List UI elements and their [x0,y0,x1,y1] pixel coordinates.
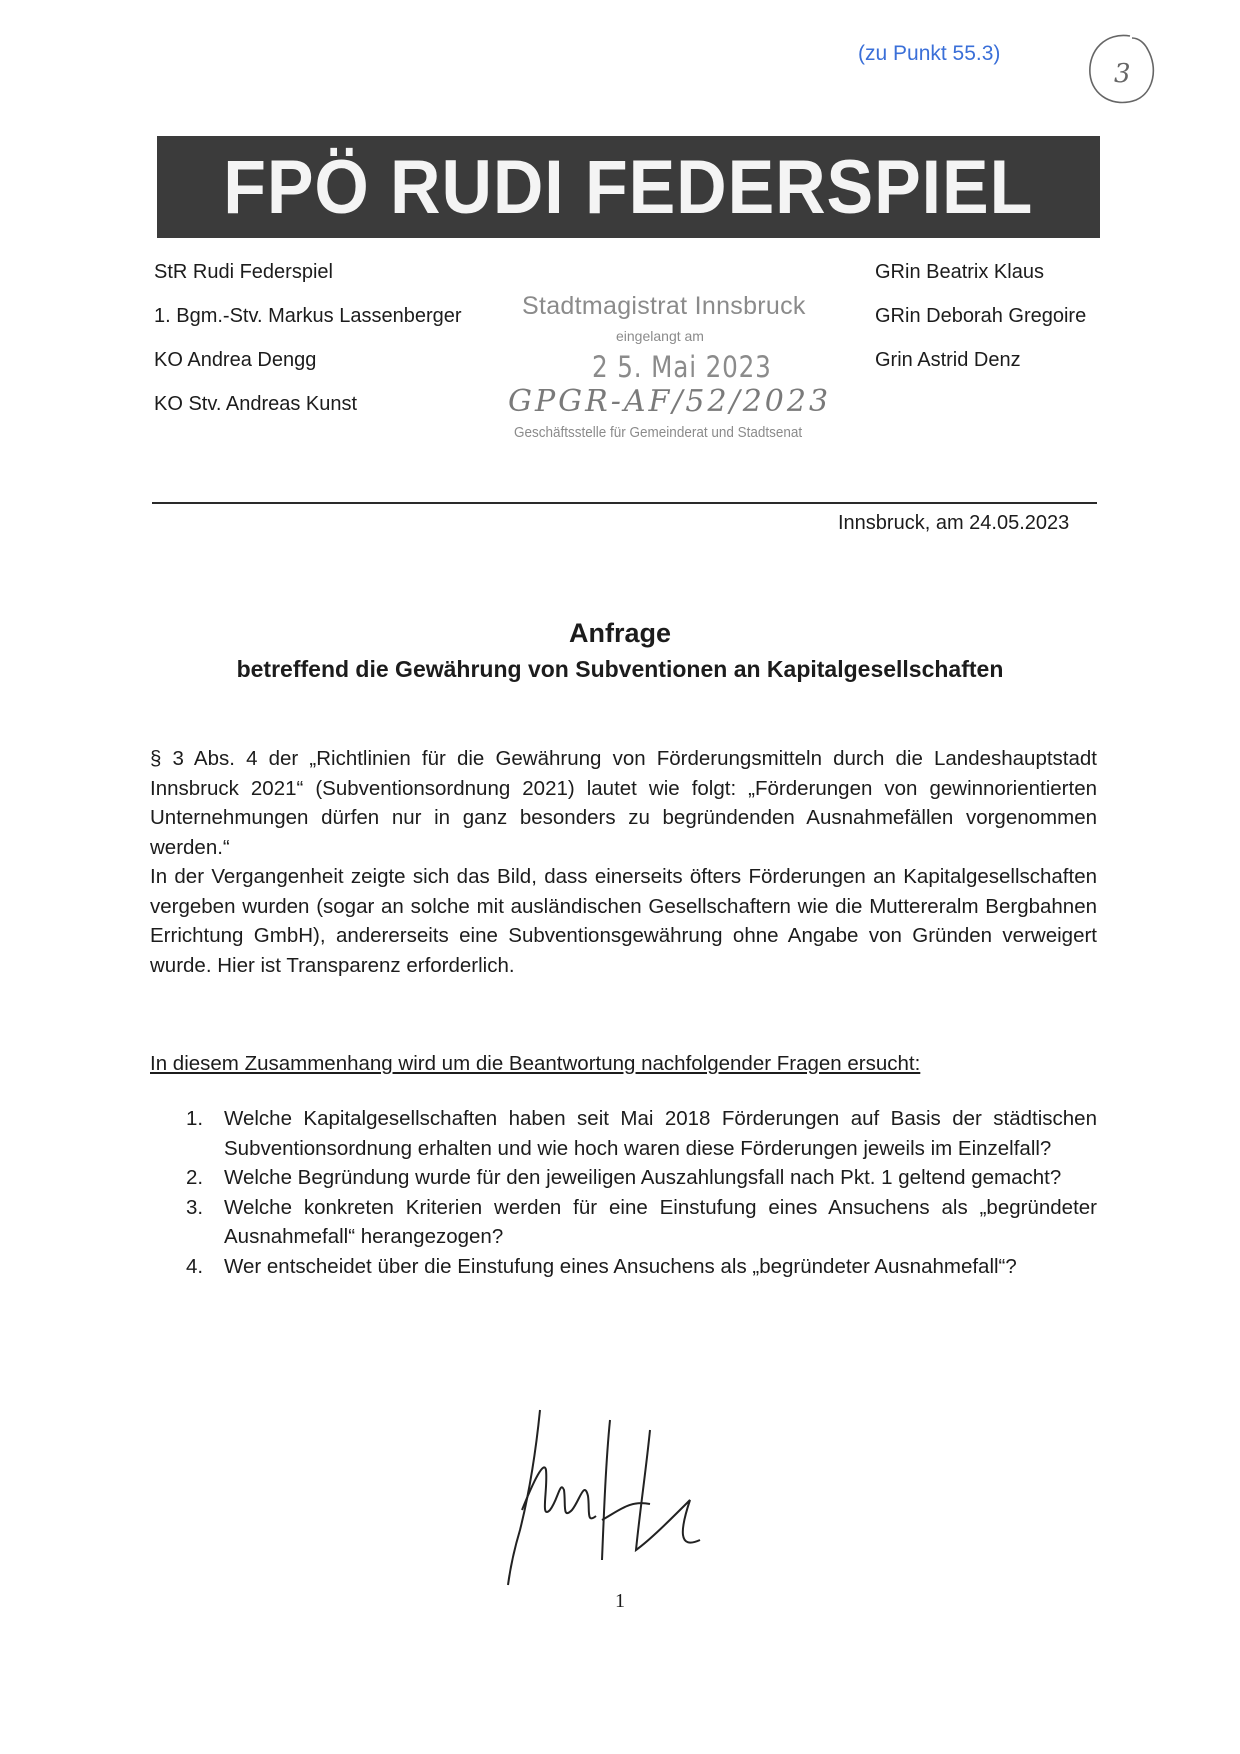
party-banner [157,136,1100,238]
question-number: 4. [186,1254,204,1278]
question-item [150,1104,1097,1163]
signatories-right [875,250,1086,382]
question-item [150,1252,1097,1282]
banner-text: FPÖ RUDI FEDERSPIEL [223,144,1034,230]
question-text: Welche Kapitalgesellschaften haben seit Mai 2018 Förderungen auf Basis der städtischen Subventionsordnung erhalten und wie hoch waren diese Förderungen jeweils im Einzelfall? [224,1107,1097,1160]
handwritten-signature [500,1400,760,1590]
signatory: Grin Astrid Denz [875,349,1021,371]
place-date: Innsbruck, am 24.05.2023 [838,512,1070,534]
document-subtitle: betreffend die Gewährung von Subventionen an Kapitalgesellschaften [236,656,1004,682]
page-number: 1 [615,1590,625,1612]
questions-list [150,1104,1097,1281]
signatory: GRin Beatrix Klaus [875,261,1044,283]
paragraph: § 3 Abs. 4 der „Richtlinien für die Gewährung von Förderungsmitteln durch die Landeshauptstadt Innsbruck 2021“ (Subventionsordnung 2021) lautet wie folgt: „Förderungen von gewinnorientierten Unternehmungen dürfen nur in ganz besonders zu begründenden Ausnahmefällen vorgenommen werden.“ [150,747,1097,859]
stamp-reference: GPGR-AF/52/2023 [508,384,832,419]
received-stamp [488,292,832,452]
signatory: KO Andrea Dengg [154,349,317,371]
question-number: 3. [186,1195,204,1219]
reference-note: (zu Punkt 55.3) [858,42,1001,65]
question-item [150,1193,1097,1252]
signatory: KO Stv. Andreas Kunst [154,393,358,415]
paragraph: In der Vergangenheit zeigte sich das Bild, dass einerseits öfters Förderungen an Kapitalgesellschaften vergeben wurden (sogar an solche mit ausländischen Gesellschaftern wie die Muttereralm Bergbahnen Errichtung GmbH), andererseits eine Subventionsgewährung ohne Angabe von Gründen verweigert wurde. Hier ist Transparenz erforderlich. [150,865,1097,977]
question-text: Welche Begründung wurde für den jeweiligen Auszahlungsfall nach Pkt. 1 geltend gemacht? [224,1166,1062,1189]
question-item [150,1163,1097,1193]
signatory: GRin Deborah Gregoire [875,305,1087,327]
question-number: 1. [186,1107,204,1130]
stamp-organization: Stadtmagistrat Innsbruck [522,292,806,320]
divider [152,502,1097,504]
stamp-date: 2 5. Mai 2023 [592,350,772,384]
document-title: Anfrage [568,618,671,648]
question-number: 2. [186,1166,204,1189]
stamp-office: Geschäftsstelle für Gemeinderat und Stadtsenat [514,424,803,441]
signatories-left [154,250,462,426]
annotation-mark: 3 [1114,59,1131,89]
stamp-received-label: eingelangt am [616,328,704,344]
signatory: 1. Bgm.-Stv. Markus Lassenberger [154,305,462,327]
body-text [150,744,1097,980]
questions-intro: In diesem Zusammenhang wird um die Beantwortung nachfolgender Fragen ersucht: [150,1052,921,1075]
signatory: StR Rudi Federspiel [154,261,333,283]
question-text: Wer entscheidet über die Einstufung eines Ansuchens als „begründeter Ausnahmefall“? [224,1254,1017,1278]
question-text: Welche konkreten Kriterien werden für eine Einstufung eines Ansuchens als „begründeter Ausnahmefall“ herangezogen? [224,1195,1097,1248]
handwritten-circle-mark [1078,28,1164,114]
